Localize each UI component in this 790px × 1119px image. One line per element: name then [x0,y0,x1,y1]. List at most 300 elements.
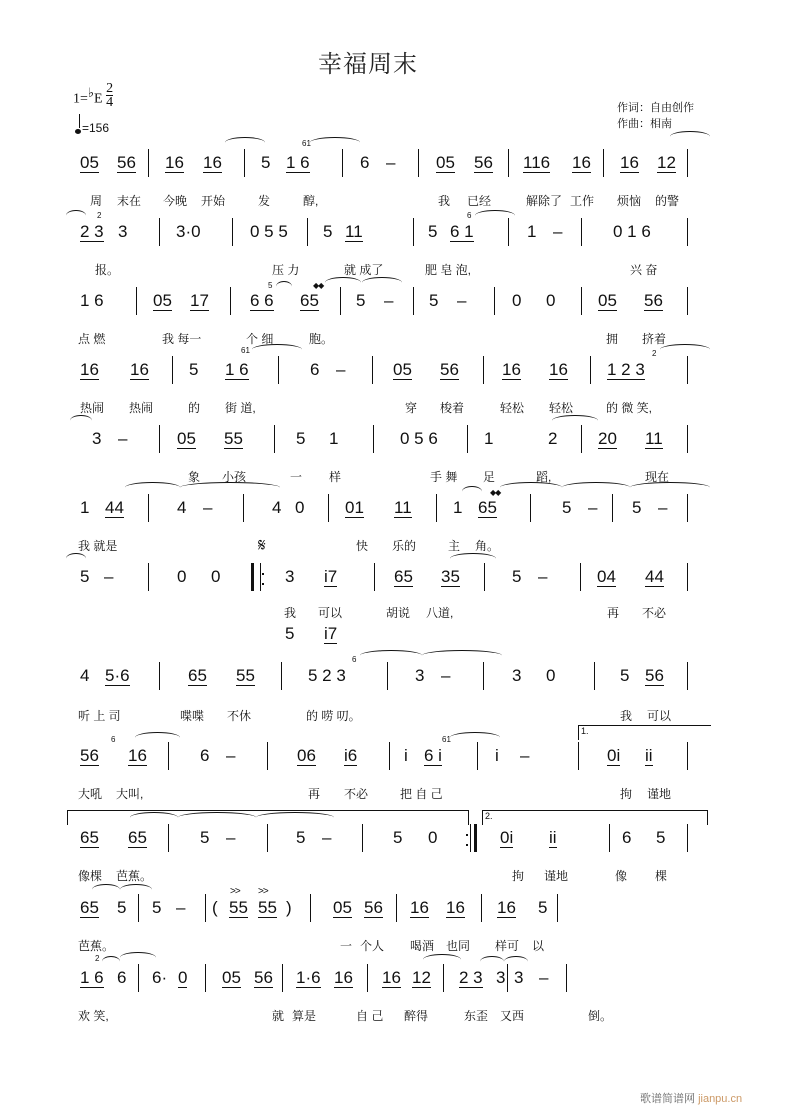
barline [374,563,375,591]
note: 1 [80,498,90,517]
credits [617,100,694,132]
barline [413,287,414,315]
barline [367,964,368,992]
note: 65 [80,898,99,917]
dash: – [386,153,396,172]
dash: – [457,291,467,310]
lyric: 胡说 [386,606,411,620]
slur [423,954,461,965]
note: 65 [80,828,99,847]
note: i7 [324,567,338,586]
note: 16 [497,898,516,917]
note: 35 [441,567,460,586]
barline [282,964,283,992]
note: 5 [512,567,522,586]
barline [328,494,329,522]
dash: – [104,567,114,586]
accent-mark: >> [258,886,268,897]
quarter-note-icon [75,129,81,134]
paren: ( [212,898,218,917]
lyric: 热闹 [80,401,105,415]
accent-icon: ◆◆ [490,488,501,497]
lyric: 解除了 [526,194,563,208]
barline [168,742,169,770]
lyric: 穿 [405,401,418,415]
lyric: 轻松 [549,401,574,415]
note: 6 [200,746,210,765]
note: 55 [236,666,255,685]
barline [243,494,244,522]
slur [225,137,265,148]
barline [494,287,495,315]
note: 16 [549,360,568,379]
slur [660,344,710,355]
grace-note: 2 [652,349,657,358]
note: 6· [152,968,168,987]
barline [467,425,468,453]
score-line-9 [0,735,790,776]
barline [205,964,206,992]
note: 0 1 6 [613,222,651,241]
repeat-end-barline [470,824,477,852]
note: 3·0 [176,222,201,241]
barline [205,894,206,922]
note: 56 [80,746,99,765]
watermark-cn: 歌谱简谱网 [640,1093,695,1105]
slur [180,482,280,493]
key-note: E [94,91,103,107]
barline [687,218,688,246]
accent-icon: ◆◆ [313,281,324,290]
barline [687,824,688,852]
lyric: 不必 [344,787,369,801]
note: 16 [382,968,401,987]
note: 5·6 [105,666,130,685]
lyric: 末在 [117,194,142,208]
slur [630,482,710,493]
note: 3 [496,968,506,987]
note: 5 [538,898,548,917]
lyric: 压 力 [272,263,300,277]
dash: – [118,429,128,448]
note: 3 [92,429,102,448]
time-denominator: 4 [106,95,114,110]
lyric: 烦恼 [617,194,642,208]
note: 1 [453,498,463,517]
note: 06 [297,746,316,765]
slur [670,131,710,142]
score-line-6 [0,488,790,528]
slur [120,884,152,895]
note: 5 [356,291,366,310]
slur [66,553,86,564]
score-line-11 [0,886,790,928]
note: 55 [258,898,277,917]
tempo-marking [75,118,109,135]
lyric: 主 [448,539,461,553]
barline [159,662,160,690]
dash: – [658,498,668,517]
lyric: 像 [615,869,628,883]
barline [373,425,374,453]
lyric: 大叫, [116,787,144,801]
note: 05 [177,429,196,448]
barline [281,662,282,690]
lyric: 谨地 [647,787,672,801]
note: 0 [428,828,438,847]
lyric: 角。 [475,539,500,553]
grace-note: 61 [442,735,451,744]
note: 0 [211,567,221,586]
note: 17 [190,291,209,310]
note: 16 [203,153,222,172]
note: 5 [152,898,162,917]
grace-note: 6 [467,211,472,220]
note: 6 [310,360,320,379]
barline [507,964,508,992]
lyric: 个人 [360,939,385,953]
note: 1 6 [80,291,104,310]
grace-note: 61 [302,139,311,148]
volta-2: 2. [482,810,708,825]
lyric: 我 就是 [78,539,118,553]
segno-icon: 𝄋 [258,535,266,556]
lyric: 谨地 [544,869,569,883]
barline [578,742,579,770]
barline [159,425,160,453]
note: 05 [393,360,412,379]
accent-mark: >> [230,886,240,897]
note: i [404,746,408,765]
note: 0i [500,828,514,847]
note: 05 [598,291,617,310]
note: 3 [415,666,425,685]
note: 05 [153,291,172,310]
note: 0 [546,666,556,685]
score-line-8 [0,655,790,696]
dash: – [226,828,236,847]
dash: – [322,828,332,847]
lyric: 就 成了 [344,263,384,277]
slur [462,486,482,497]
barline [267,742,268,770]
barline [138,894,139,922]
dash: – [588,498,598,517]
slur [256,812,334,823]
note: 56 [474,153,493,172]
grace-note: 6 [352,655,357,664]
volta-1: 1. [578,725,711,740]
note: 6 [622,828,632,847]
lyrics-line-4 [0,399,790,429]
lyric: 算是 [292,1009,317,1023]
note: 11 [394,498,412,517]
score-line-10 [0,828,790,858]
barline [168,824,169,852]
watermark-en: jianpu.cn [698,1093,743,1105]
lyric: 挤着 [642,332,667,346]
slur [450,732,500,743]
score-line-7 [0,567,790,597]
note: 5 [323,222,333,241]
lyric: 喝酒 [410,939,435,953]
note: 12 [412,968,431,987]
lyric: 象 [188,470,201,484]
lyric: 手 舞 [430,470,458,484]
lyric: 小孩 [222,470,247,484]
note: 5 [117,898,127,917]
barline [483,356,484,384]
slur [66,210,86,221]
note: 11 [645,429,663,448]
slur [102,956,120,967]
barline [232,218,233,246]
note: 5 [429,291,439,310]
lyric: 今晚 [163,194,188,208]
lyrics-line-12 [0,1007,790,1037]
note: 1 [329,429,339,448]
barline [484,563,485,591]
barline [557,894,558,922]
note: 1 6 [225,360,249,379]
note: 1 6 [80,968,104,987]
note: 1 6 [286,153,310,172]
lyric: 不休 [227,709,252,723]
lyric: 就 [272,1009,285,1023]
slur [252,344,302,355]
lyric: 样可 [495,939,520,953]
slur [500,482,562,493]
barline [603,149,604,177]
lyric: 样 [329,470,342,484]
grace-note: 2 [97,211,102,220]
lyric: 拘 [512,869,525,883]
barline [580,563,581,591]
barline [687,742,688,770]
lyric: 东歪 [464,1009,489,1023]
barline [483,662,484,690]
barline [148,149,149,177]
lyric: 热闹 [129,401,154,415]
lyrics-line-1 [0,192,790,222]
barline [508,149,509,177]
lyric: 一 [340,939,353,953]
lyric: 的 唠 叨。 [306,709,361,723]
barline [138,964,139,992]
grace-note: 61 [241,346,250,355]
barline [594,662,595,690]
note: 16 [128,746,147,765]
note: 5 [296,429,306,448]
barline [687,356,688,384]
repeat-dot [262,583,264,585]
lyric: 街 道, [225,401,256,415]
barline [581,218,582,246]
note: 5 [632,498,642,517]
dash: – [520,746,530,765]
note: 2 [548,429,558,448]
lyricist: 作词：自由创作 [617,102,694,114]
note: 1 2 3 [607,360,645,379]
lyric: 工作 [570,194,595,208]
lyric: 的警 [655,194,680,208]
barline [278,356,279,384]
note: 5 [428,222,438,241]
slur [276,281,292,292]
lyric: 发 [258,194,271,208]
barline [530,494,531,522]
note: 56 [254,968,273,987]
barline [477,742,478,770]
barline [581,287,582,315]
repeat-start-barline [251,563,261,591]
note: 5 [562,498,572,517]
lyric: 大吼 [78,787,103,801]
dash: – [539,968,549,987]
note: 5 [80,567,90,586]
barline [413,218,414,246]
note: 0 5 6 [400,429,438,448]
note: i7 [324,624,338,643]
score-line-4 [0,346,790,390]
note: 65 [478,498,497,517]
lyric: 轻松 [500,401,525,415]
note: 1·6 [296,968,321,987]
lyric: 我 [284,606,297,620]
note: 05 [222,968,241,987]
note: 16 [334,968,353,987]
slur [135,732,180,743]
note: 0 [295,498,305,517]
note: 5 2 3 [308,666,346,685]
note: 5 [656,828,666,847]
note: 1 [484,429,494,448]
barline [136,287,137,315]
lyric: 可以 [647,709,672,723]
note: 2 3 [80,222,104,241]
lyric: 蹈, [536,470,552,484]
lyric: 醇, [303,194,319,208]
barline [590,356,591,384]
note: 2 3 [459,968,483,987]
lyric: 现在 [645,470,670,484]
slur [120,952,156,963]
lyric: 把 自 己 [400,787,443,801]
composer: 作曲：相南 [617,118,672,130]
barline [687,149,688,177]
barline [612,494,613,522]
barline [687,425,688,453]
lyric: 开始 [201,194,226,208]
note: 0 [178,968,188,987]
barline [244,149,245,177]
slur [475,210,515,221]
note: 16 [80,360,99,379]
lyric: 梭着 [440,401,465,415]
slur [325,277,361,288]
note: 5 [285,624,295,643]
barline [436,494,437,522]
barline [267,824,268,852]
note: i [495,746,499,765]
lyric: 欢 笑, [78,1009,109,1023]
lyric: 以 [532,939,545,953]
paren: ) [286,898,292,917]
lyric: 点 燃 [78,332,106,346]
slur [362,277,402,288]
slur [310,137,360,148]
note: 16 [446,898,465,917]
lyric: 可以 [318,606,343,620]
barline [387,662,388,690]
note: 56 [117,153,136,172]
lyric: 再 [607,606,620,620]
lyric: 肥 皂 泡, [425,263,472,277]
barline [687,287,688,315]
note: 05 [333,898,352,917]
lyric: 我 每一 [162,332,202,346]
note: 56 [644,291,663,310]
note: 65 [128,828,147,847]
lyric: 我 [438,194,451,208]
lyric: 的 微 笑, [606,401,653,415]
barline [148,494,149,522]
slur [70,415,92,426]
watermark [640,1090,742,1106]
lyric: 周 [90,194,103,208]
note: 6 6 [250,291,274,310]
note: 5 [261,153,271,172]
lyric: 报。 [95,263,120,277]
lyric: 胞。 [309,332,334,346]
barline [418,149,419,177]
grace-note: 6 [111,735,116,744]
note: ii [645,746,653,765]
note: 116 [523,153,551,172]
note: 3 [285,567,295,586]
dash: – [553,222,563,241]
lyric: 快 [356,539,369,553]
note: 16 [572,153,591,172]
barline [362,824,363,852]
slur [178,812,256,823]
note: 4 [80,666,90,685]
score-line-1 [0,139,790,183]
dash: – [203,498,213,517]
lyric: 一 [290,470,303,484]
lyric: 足 [483,470,496,484]
barline [340,287,341,315]
grace-note: 5 [268,281,273,290]
note: 6 [117,968,127,987]
dash: – [176,898,186,917]
slur [450,553,496,564]
note: 3 [512,666,522,685]
barline [342,149,343,177]
note: 5 [189,360,199,379]
time-signature [106,82,113,109]
note: 44 [105,498,124,517]
key-signature [73,81,114,113]
lyric: 不必 [642,606,667,620]
note: 0 [512,291,522,310]
note: 56 [364,898,383,917]
lyric: 芭蕉。 [116,869,153,883]
note: 16 [165,153,184,172]
note: 65 [394,567,413,586]
note: 3 [514,968,524,987]
barline [159,218,160,246]
